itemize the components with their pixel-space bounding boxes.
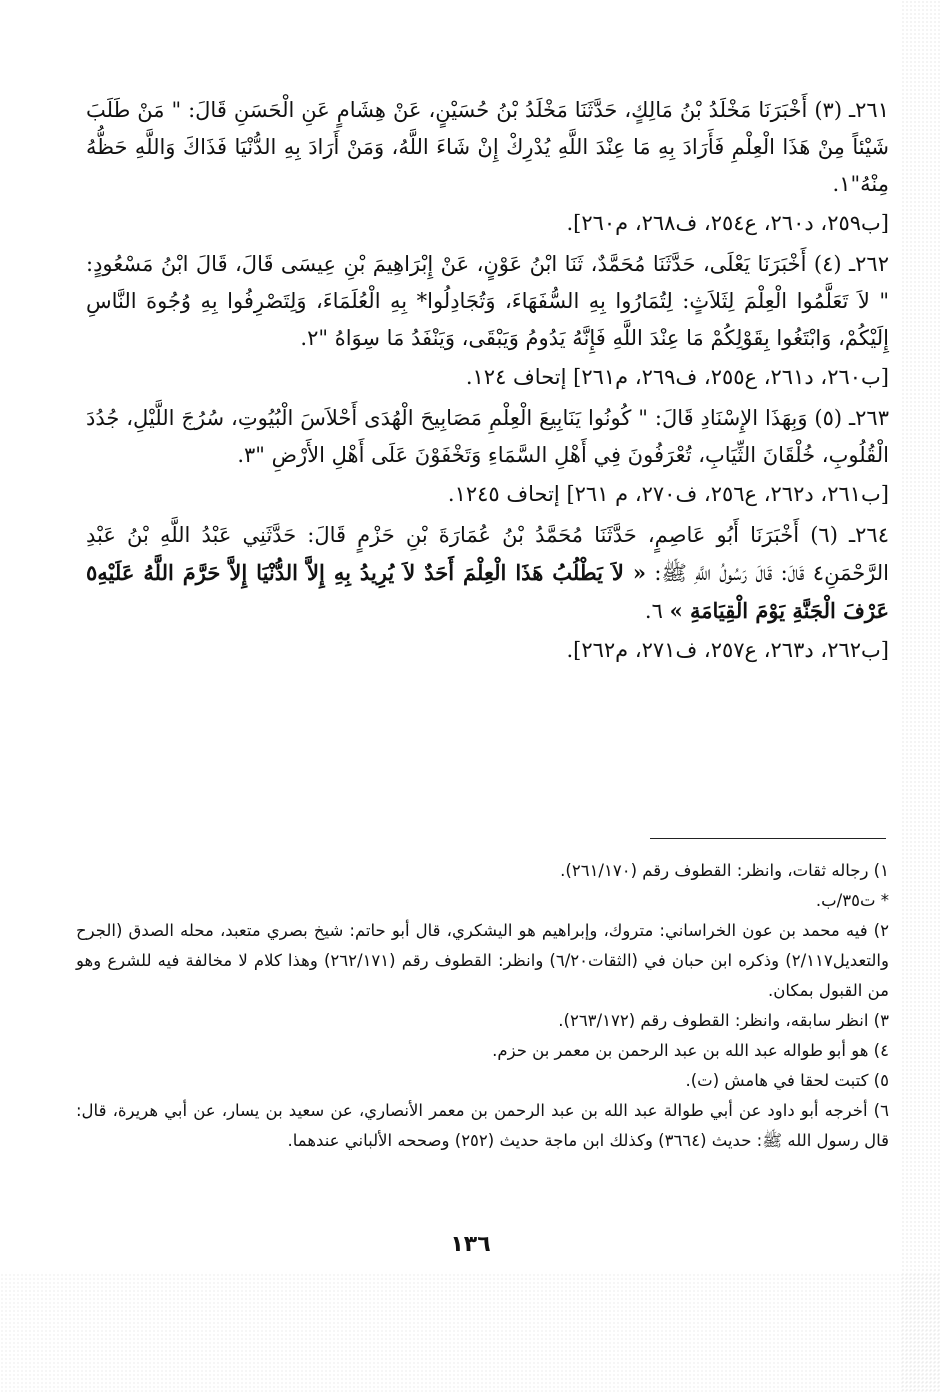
hadith-264-isnad: ٢٦٤ـ (٦) أَخْبَرَنَا أَبُو عَاصِمٍ، حَدَّثَنَا مُحَمَّدُ بْنُ عُمَارَةَ بْنِ حَزْمٍ قَالَ: حَدَّثَنِي عَبْدُ اللَّهِ بْنُ عَبْدِ الرَّحْمَنِ٤ قَالَ: قَالَ رَسُولُ اللَّهِ ﷺ: [86,523,890,585]
main-text [86,92,889,673]
hadith-264-reference: [ب٢٦٢، د٢٦٣، ع٢٥٧، ف٢٧١، م٢٦٢]. [566,638,889,662]
hadith-261-reference: [ب٢٥٩، د٢٦٠، ع٢٥٤، ف٢٦٨، م٢٦٠]. [566,211,889,235]
footnotes [76,856,889,1156]
scan-texture-right [901,0,941,1393]
hadith-264-footnote-mark: ٦. [644,599,670,623]
scan-texture-bottom [0,1273,941,1393]
page-number: ١٣٦ [450,1232,491,1257]
footnote-3: ٣) انظر سابقه، وانظر: القطوف رقم (٢٦٣/١٧٢). [558,1011,889,1030]
hadith-262-reference: [ب٢٦٠، د٢٦١، ع٢٥٥، ف٢٦٩، م٢٦١] إتحاف ١٢٤. [465,365,889,389]
hadith-263-reference: [ب٢٦١، د٢٦٢، ع٢٥٦، ف٢٧٠، م ٢٦١] إتحاف ١٢٤٥. [447,482,889,506]
hadith-264-matn: « لاَ يَطْلُبُ هَذَا الْعِلْمَ أَحَدٌ لاَ يُرِيدُ بِهِ إِلاَّ الدُّنْيَا إِلاَّ حَرَّمَ اللَّهُ عَلَيْهِ٥ عَرْفَ الْجَنَّةِ يَوْمَ الْقِيَامَةِ » [86,560,889,623]
hadith-262: ٢٦٢ـ (٤) أَخْبَرَنَا يَعْلَى، حَدَّثَنَا مُحَمَّدٌ، ثَنَا ابْنُ عَوْنٍ، عَنْ إِبْرَاهِيمَ بْنِ عِيسَى قَالَ، قَالَ ابْنُ مَسْعُودٍ: " لاَ تَعَلَّمُوا الْعِلْمَ لِثَلاَثٍ: لِتُمَارُوا بِهِ السُّفَهَاءَ، وَتُجَادِلُوا* بِهِ الْعُلَمَاءَ، وَلِتَصْرِفُوا بِهِ وُجُوهَ النَّاسِ إِلَيْكُمْ، وَابْتَغُوا بِقَوْلِكُمْ مَا عِنْدَ اللَّهِ فَإِنَّهُ يَدُومُ وَيَبْقَى، وَيَنْفَدُ مَا سِوَاهُ "٢. [86,252,889,350]
hadith-261: ٢٦١ـ (٣) أَخْبَرَنَا مَخْلَدُ بْنُ مَالِكٍ، حَدَّثَنَا مَخْلَدُ بْنُ حُسَيْنٍ، عَنْ هِشَامٍ عَنِ الْحَسَنِ قَالَ: " مَنْ طَلَبَ شَيْئاً مِنْ هَذَا الْعِلْمِ فَأَرَادَ بِهِ مَا عِنْدَ اللَّهِ يُدْرِكْ إِنْ شَاءَ اللَّهُ، وَمَنْ أَرَادَ بِهِ الدُّنْيَا فَذَاكَ وَاللَّهِ حَظُّهُ مِنْهُ"١. [86,98,889,196]
footnote-6: ٦) أخرجه أبو داود عن أبي طوالة عبد الله بن عبد الرحمن بن معمر الأنصاري، عن سعيد بن يسار، عن أبي هريرة، قال: قال رسول الله ﷺ: حديث (٣٦٦٤) وكذلك ابن ماجة حديث (٢٥٢) وصححه الألباني عندهما. [76,1101,889,1150]
footnote-separator [650,838,886,839]
footnote-4: ٤) هو أبو طواله عبد الله بن عبد الرحمن بن معمر بن حزم. [492,1041,889,1060]
footnote-1: ١) رجاله ثقات، وانظر: القطوف رقم (٢٦١/١٧٠). [560,861,889,880]
hadith-263: ٢٦٣ـ (٥) وَبِهَذَا الإِسْنَادِ قَالَ: " كُونُوا يَنَابِيعَ الْعِلْمِ مَصَابِيحَ الْهُدَى أَحْلاَسَ الْبُيُوتِ، سُرُجَ اللَّيْلِ، جُدُدَ الْقُلُوبِ، خُلْقَانَ الثِّيَابِ، تُعْرَفُونَ فِي أَهْلِ السَّمَاءِ وَتَخْفَوْنَ عَلَى أَهْلِ الأَرْضِ "٣. [86,406,889,467]
hadith-264 [86,517,889,630]
footnote-2: ٢) فيه محمد بن عون الخراساني: متروك، وإبراهيم هو اليشكري، قال أبو حاتم: شيخ بصري متعبد، محله الصدق (الجرح والتعديل٢/١١٧) وذكره ابن حبان في (الثقات٦/٢٠) وانظر: القطوف رقم (٢٦٢/١٧١) وهذا كلام لا مخالفة فيه للشرع وهو من القبول بمكان. [76,921,889,1000]
footnote-5: ٥) كتبت لحقا في هامش (ت). [685,1071,889,1090]
footnote-manuscript-folio: * ت٣٥/ب. [815,891,889,910]
